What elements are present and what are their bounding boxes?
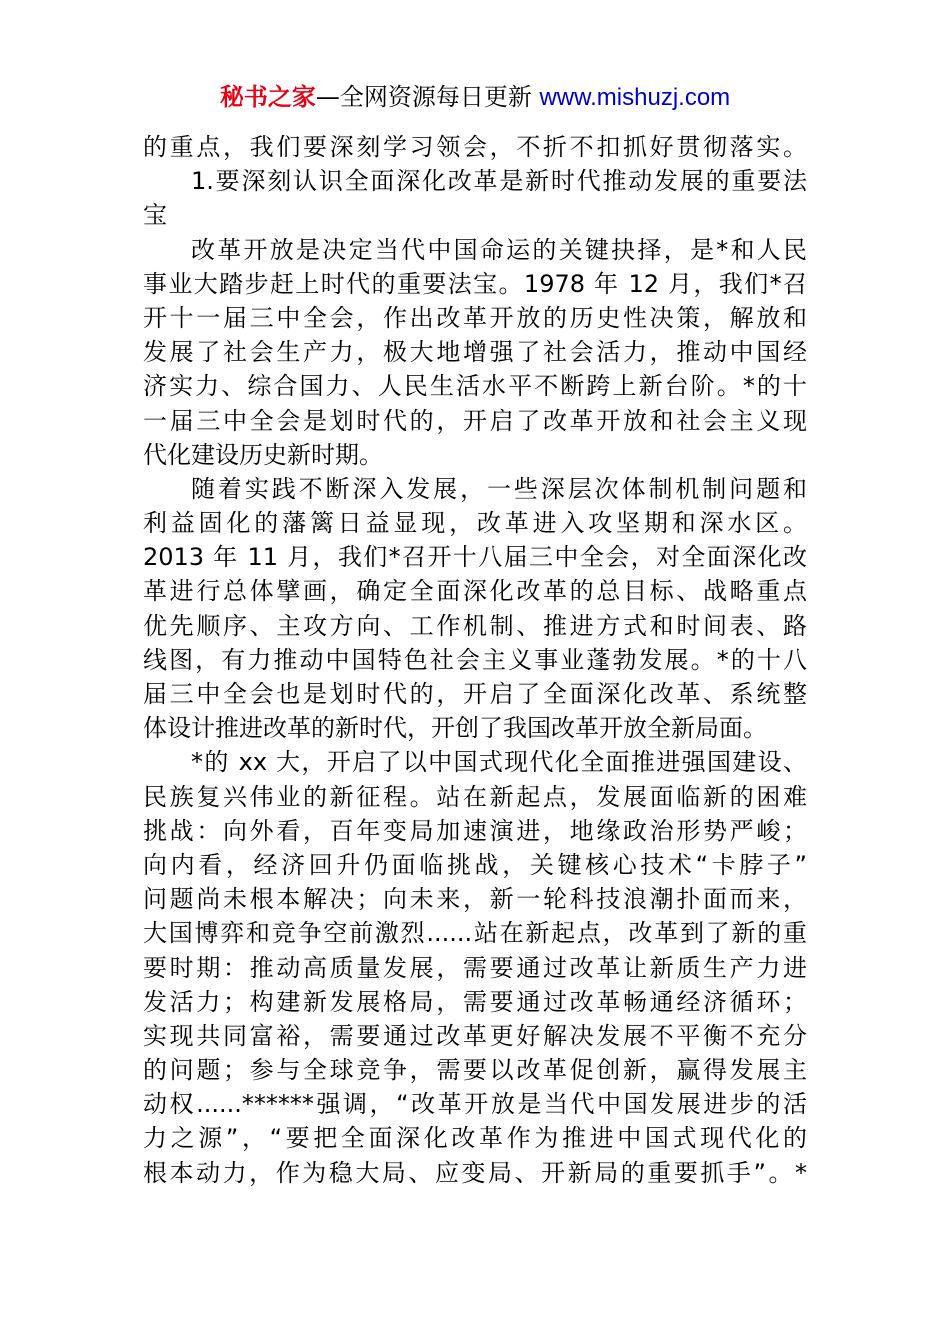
header-tagline: —全网资源每日更新 [315,83,532,111]
text-line: 大国博弈和竞争空前激烈......站在新起点，改革到了新的重 [143,919,807,948]
section-heading-line: 1.要深刻认识全面深化改革是新时代推动发展的重要法 [191,167,807,196]
text-line: 根本动力，作为稳大局、应变局、开新局的重要抓手”。* [143,1158,807,1187]
header-brand: 秘书之家 [219,83,316,111]
text-line: 力之源”，“要把全面深化改革作为推进中国式现代化的 [143,1124,807,1153]
text-line: 线图，有力推动中国特色社会主义事业蓬勃发展。*的十八 [143,645,807,674]
text-line: 问题尚未根本解决；向未来，新一轮科技浪潮扑面而来， [143,885,807,914]
document-body [143,130,807,1190]
text-line: 随着实践不断深入发展，一些深层次体制机制问题和 [191,474,807,503]
section-heading-line: 宝 [143,201,167,230]
header-site-url[interactable]: www.mishuzj.com [539,84,731,111]
text-line: 优先顺序、主攻方向、工作机制、推进方式和时间表、路 [143,611,807,640]
text-line: 民族复兴伟业的新征程。站在新起点，发展面临新的困难 [143,782,807,811]
text-line: 一届三中全会是划时代的，开启了改革开放和社会主义现 [143,406,807,435]
text-line: 向内看，经济回升仍面临挑战，关键核心技术“卡脖子” [143,850,807,879]
text-line: 发活力；构建新发展格局，需要通过改革畅通经济循环； [143,987,807,1016]
text-line: 的问题；参与全球竞争，需要以改革促创新，赢得发展主 [143,1056,807,1085]
text-line: *的 xx 大，开启了以中国式现代化全面推进强国建设、 [191,748,807,777]
text-line: 的重点，我们要深刻学习领会，不折不扣抓好贯彻落实。 [143,133,807,161]
text-line: 代化建设历史新时期。 [143,440,383,469]
text-line: 济实力、综合国力、人民生活水平不断跨上新台阶。*的十 [143,372,807,401]
text-line: 实现共同富裕，需要通过改革更好解决发展不平衡不充分 [143,1021,807,1050]
text-line: 2013 年 11 月，我们*召开十八届三中全会，对全面深化改 [143,543,807,572]
text-line: 利益固化的藩篱日益显现，改革进入攻坚期和深水区。 [143,509,807,538]
page-header [0,80,950,115]
text-line: 事业大踏步赶上时代的重要法宝。1978 年 12 月，我们*召 [143,269,807,298]
text-line: 挑战：向外看，百年变局加速演进，地缘政治形势严峻； [143,816,807,845]
text-line: 届三中全会也是划时代的，开启了全面深化改革、系统整 [143,680,807,708]
text-line: 开十一届三中全会，作出改革开放的历史性决策，解放和 [143,303,807,332]
text-line: 改革开放是决定当代中国命运的关键抉择，是*和人民 [191,235,807,264]
text-line: 体设计推进改革的新时代，开创了我国改革开放全新局面。 [143,714,767,743]
text-line: 发展了社会生产力，极大地增强了社会活力，推动中国经 [143,338,807,367]
text-line: 动权......******强调，“改革开放是当代中国发展进步的活 [143,1090,807,1119]
text-line: 要时期：推动高质量发展，需要通过改革让新质生产力进 [143,953,807,982]
text-line: 革进行总体擘画，确定全面深化改革的总目标、战略重点 [143,577,807,606]
